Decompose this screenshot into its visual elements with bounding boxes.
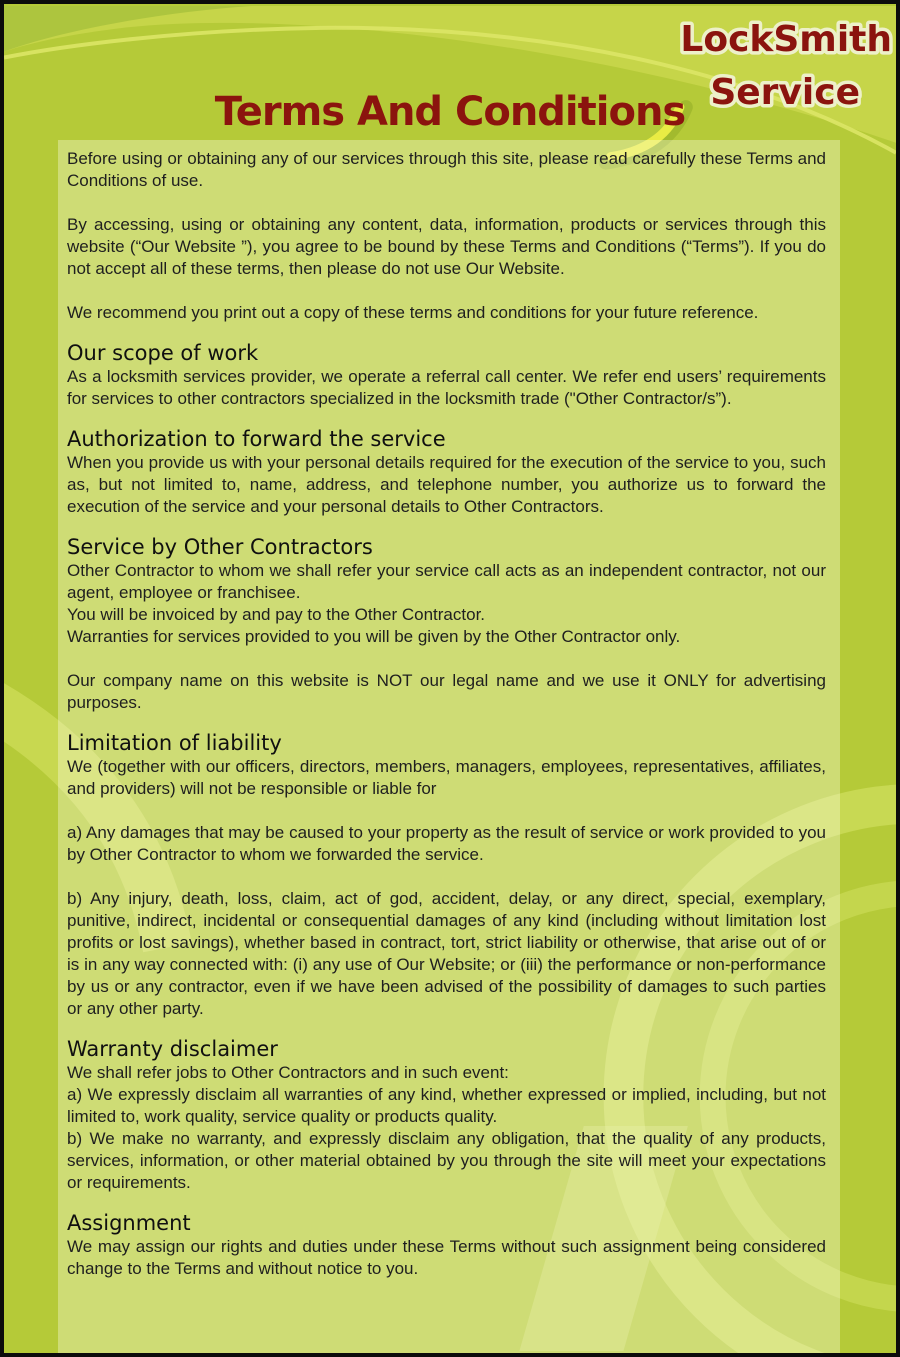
logo-line1: LockSmith (680, 19, 892, 60)
paragraph: Our company name on this website is NOT our legal name and we use it ONLY for advertising purposes. (67, 671, 826, 712)
logo-line2: Service (710, 72, 860, 113)
section-heading: Assignment (67, 1211, 191, 1235)
paragraph: Before using or obtaining any of our services through this site, please read carefully these Terms and Conditions of use. (67, 149, 826, 190)
paragraph: We shall refer jobs to Other Contractors and in such event: (67, 1063, 509, 1082)
section-heading: Warranty disclaimer (67, 1037, 278, 1061)
paragraph: Other Contractor to whom we shall refer your service call acts as an independent contractor, not our agent, employee or franchisee. (67, 561, 826, 602)
paragraph: As a locksmith services provider, we operate a referral call center. We refer end users’ requirements for services to other contractors specialized in the locksmith trade ("Other Contractor/s”). (67, 367, 826, 408)
section-heading: Limitation of liability (67, 731, 282, 755)
section-heading: Service by Other Contractors (67, 535, 373, 559)
paragraph: b) We make no warranty, and expressly disclaim any obligation, that the quality of any products, services, information, or other material obtained by you through the site will meet your expectations or requirements. (67, 1129, 826, 1192)
paragraph: We may assign our rights and duties under these Terms without such assignment being considered change to the Terms and without notice to you. (67, 1237, 826, 1278)
paragraph: We recommend you print out a copy of these terms and conditions for your future reference. (67, 303, 759, 322)
paragraph: a) Any damages that may be caused to your property as the result of service or work provided to you by Other Contractor to whom we forwarded the service. (67, 823, 826, 864)
paragraph: Warranties for services provided to you will be given by the Other Contractor only. (67, 627, 681, 646)
paragraph: b) Any injury, death, loss, claim, act of god, accident, delay, or any direct, special, exemplary, punitive, indirect, incidental or consequential damages of any kind (including without limitation lost profits or lost savings), whether based in contract, tort, strict liability or otherwise, that arise out of or is in any way connected with: (i) any use of Our Website; or (iii) the performance or non-performance by us or any contractor, even if we have been advised of the possibility of damages to such parties or any other party. (67, 889, 826, 1018)
paragraph: You will be invoiced by and pay to the Other Contractor. (67, 605, 486, 624)
section-heading: Our scope of work (67, 341, 259, 365)
paragraph: By accessing, using or obtaining any content, data, information, products or services through this website (“Our Website ”), you agree to be bound by these Terms and Conditions (“Terms”). If you do not accept all of these terms, then please do not use Our Website. (67, 215, 826, 278)
paragraph: a) We expressly disclaim all warranties of any kind, whether expressed or implied, including, but not limited to, work quality, service quality or products quality. (67, 1085, 826, 1126)
page-title: Terms And Conditions (214, 89, 686, 135)
paragraph: We (together with our officers, directors, members, managers, employees, representatives, affiliates, and providers) will not be responsible or liable for (67, 757, 826, 798)
section-heading: Authorization to forward the service (67, 427, 446, 451)
terms-content-panel (58, 140, 840, 1353)
paragraph: When you provide us with your personal details required for the execution of the service to you, such as, but not limited to, name, address, and telephone number, you authorize us to forward the execution of the service and your personal details to Other Contractors. (67, 453, 826, 516)
